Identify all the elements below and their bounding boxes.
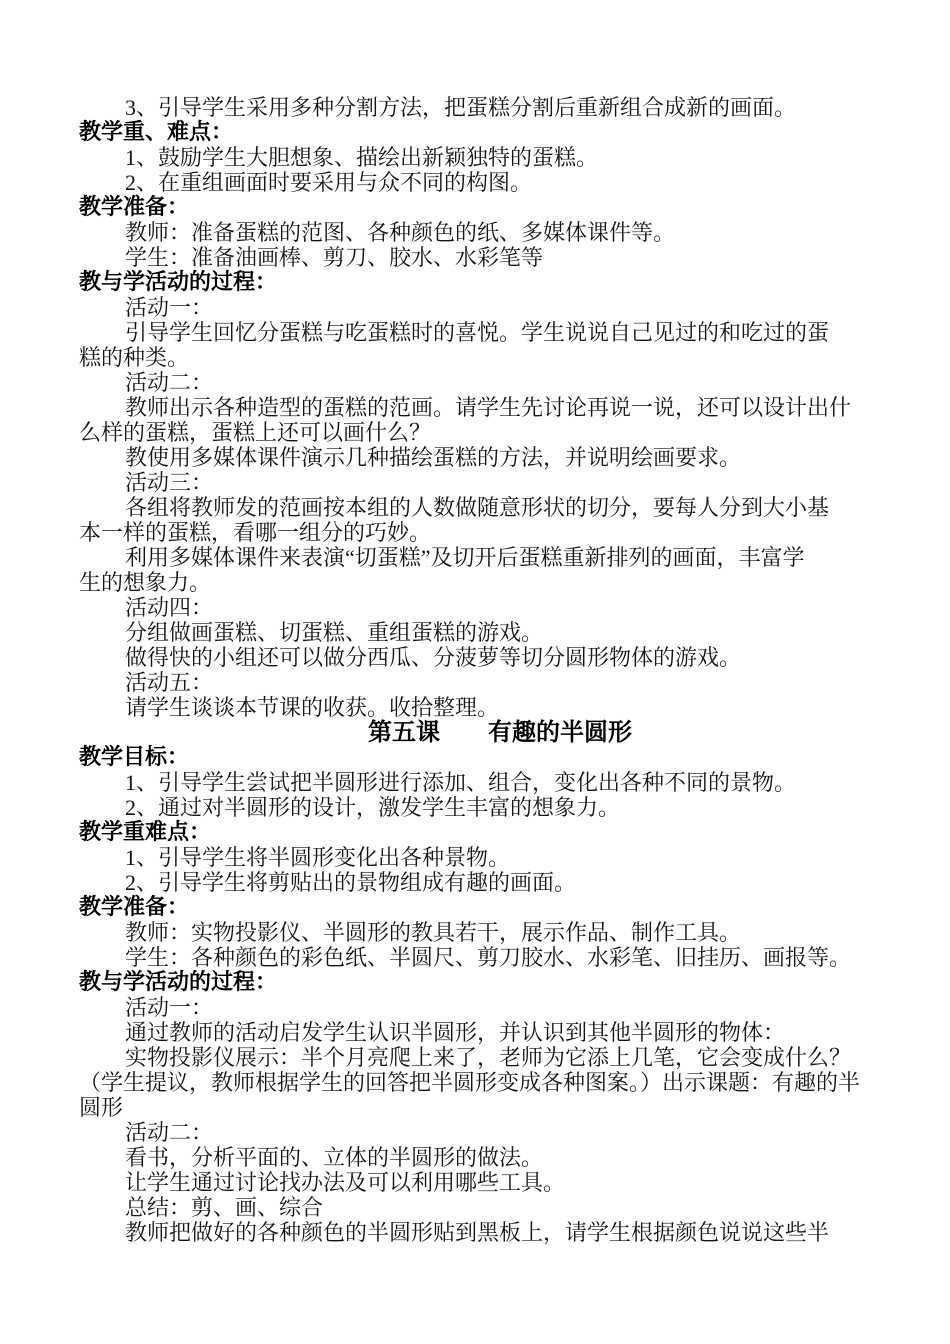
text-line: 生的想象力。: [79, 570, 212, 595]
section-heading: 教与学活动的过程：: [79, 270, 278, 295]
text-line: 实物投影仪展示：半个月亮爬上来了，老师为它添上几笔，它会变成什么？: [125, 1045, 852, 1070]
text-line: 活动二：: [125, 1120, 214, 1145]
document-lines: [79, 95, 875, 1245]
section-heading: 教学重、难点：: [79, 120, 234, 145]
text-line: 教师把做好的各种颜色的半圆形贴到黑板上，请学生根据颜色说说这些半: [125, 1220, 830, 1245]
text-line: 让学生通过讨论找办法及可以利用哪些工具。: [125, 1170, 566, 1195]
text-line: 学生：各种颜色的彩色纸、半圆尺、剪刀胶水、水彩笔、旧挂历、画报等。: [125, 945, 852, 970]
text-line: 分组做画蛋糕、切蛋糕、重组蛋糕的游戏。: [125, 620, 544, 645]
text-line: 2、引导学生将剪贴出的景物组成有趣的画面。: [125, 870, 577, 895]
text-line: 总结：剪、画、综合: [125, 1195, 324, 1220]
text-line: 活动一：: [125, 295, 214, 320]
text-line: 请学生谈谈本节课的收获。收拾整理。: [125, 695, 500, 720]
section-heading: 教学目标：: [79, 745, 190, 770]
section-heading: 教学准备：: [79, 195, 190, 220]
text-line: 通过教师的活动启发学生认识半圆形，并认识到其他半圆形的物体：: [125, 1020, 786, 1045]
text-line: 2、在重组画面时要采用与众不同的构图。: [125, 170, 533, 195]
text-line: 学生：准备油画棒、剪刀、胶水、水彩笔等: [125, 245, 544, 270]
text-line: 3、引导学生采用多种分割方法，把蛋糕分割后重新组合成新的画面。: [125, 95, 797, 120]
text-line: 教使用多媒体课件演示几种描绘蛋糕的方法，并说明绘画要求。: [125, 445, 742, 470]
text-line: 引导学生回忆分蛋糕与吃蛋糕时的喜悦。学生说说自己见过的和吃过的蛋: [125, 320, 830, 345]
text-line: 教师：实物投影仪、半圆形的教具若干，展示作品、制作工具。: [125, 920, 742, 945]
text-line: 做得快的小组还可以做分西瓜、分菠萝等切分圆形物体的游戏。: [125, 645, 742, 670]
text-line: 利用多媒体课件来表演“切蛋糕”及切开后蛋糕重新排列的画面，丰富学: [125, 545, 805, 570]
text-line: 1、引导学生尝试把半圆形进行添加、组合，变化出各种不同的景物。: [125, 770, 797, 795]
text-line: 教师：准备蛋糕的范图、各种颜色的纸、多媒体课件等。: [125, 220, 676, 245]
text-line: 各组将教师发的范画按本组的人数做随意形状的切分，要每人分到大小基: [125, 495, 830, 520]
section-heading: 教与学活动的过程：: [79, 970, 278, 995]
text-line: 活动二：: [125, 370, 214, 395]
text-line: 1、鼓励学生大胆想象、描绘出新颖独特的蛋糕。: [125, 145, 599, 170]
text-line: 2、通过对半圆形的设计，激发学生丰富的想象力。: [125, 795, 621, 820]
text-line: 糕的种类。: [79, 345, 190, 370]
text-line: 么样的蛋糕，蛋糕上还可以画什么？: [79, 420, 432, 445]
text-line: 看书，分析平面的、立体的半圆形的做法。: [125, 1145, 544, 1170]
text-line: （学生提议，教师根据学生的回答把半圆形变成各种图案。）出示课题：有趣的半: [79, 1070, 861, 1095]
text-line: 教师出示各种造型的蛋糕的范画。请学生先讨论再说一说，还可以设计出什: [125, 395, 852, 420]
text-line: 活动四：: [125, 595, 214, 620]
text-line: 活动一：: [125, 995, 214, 1020]
text-line: 活动五：: [125, 670, 214, 695]
section-heading: 教学准备：: [79, 895, 190, 920]
text-line: 本一样的蛋糕，看哪一组分的巧妙。: [79, 520, 432, 545]
text-line: 1、引导学生将半圆形变化出各种景物。: [125, 845, 511, 870]
text-line: 活动三：: [125, 470, 214, 495]
section-heading: 教学重难点：: [79, 820, 212, 845]
text-line: 圆形: [79, 1095, 124, 1120]
lesson-title: 第五课 有趣的半圆形: [368, 718, 632, 746]
